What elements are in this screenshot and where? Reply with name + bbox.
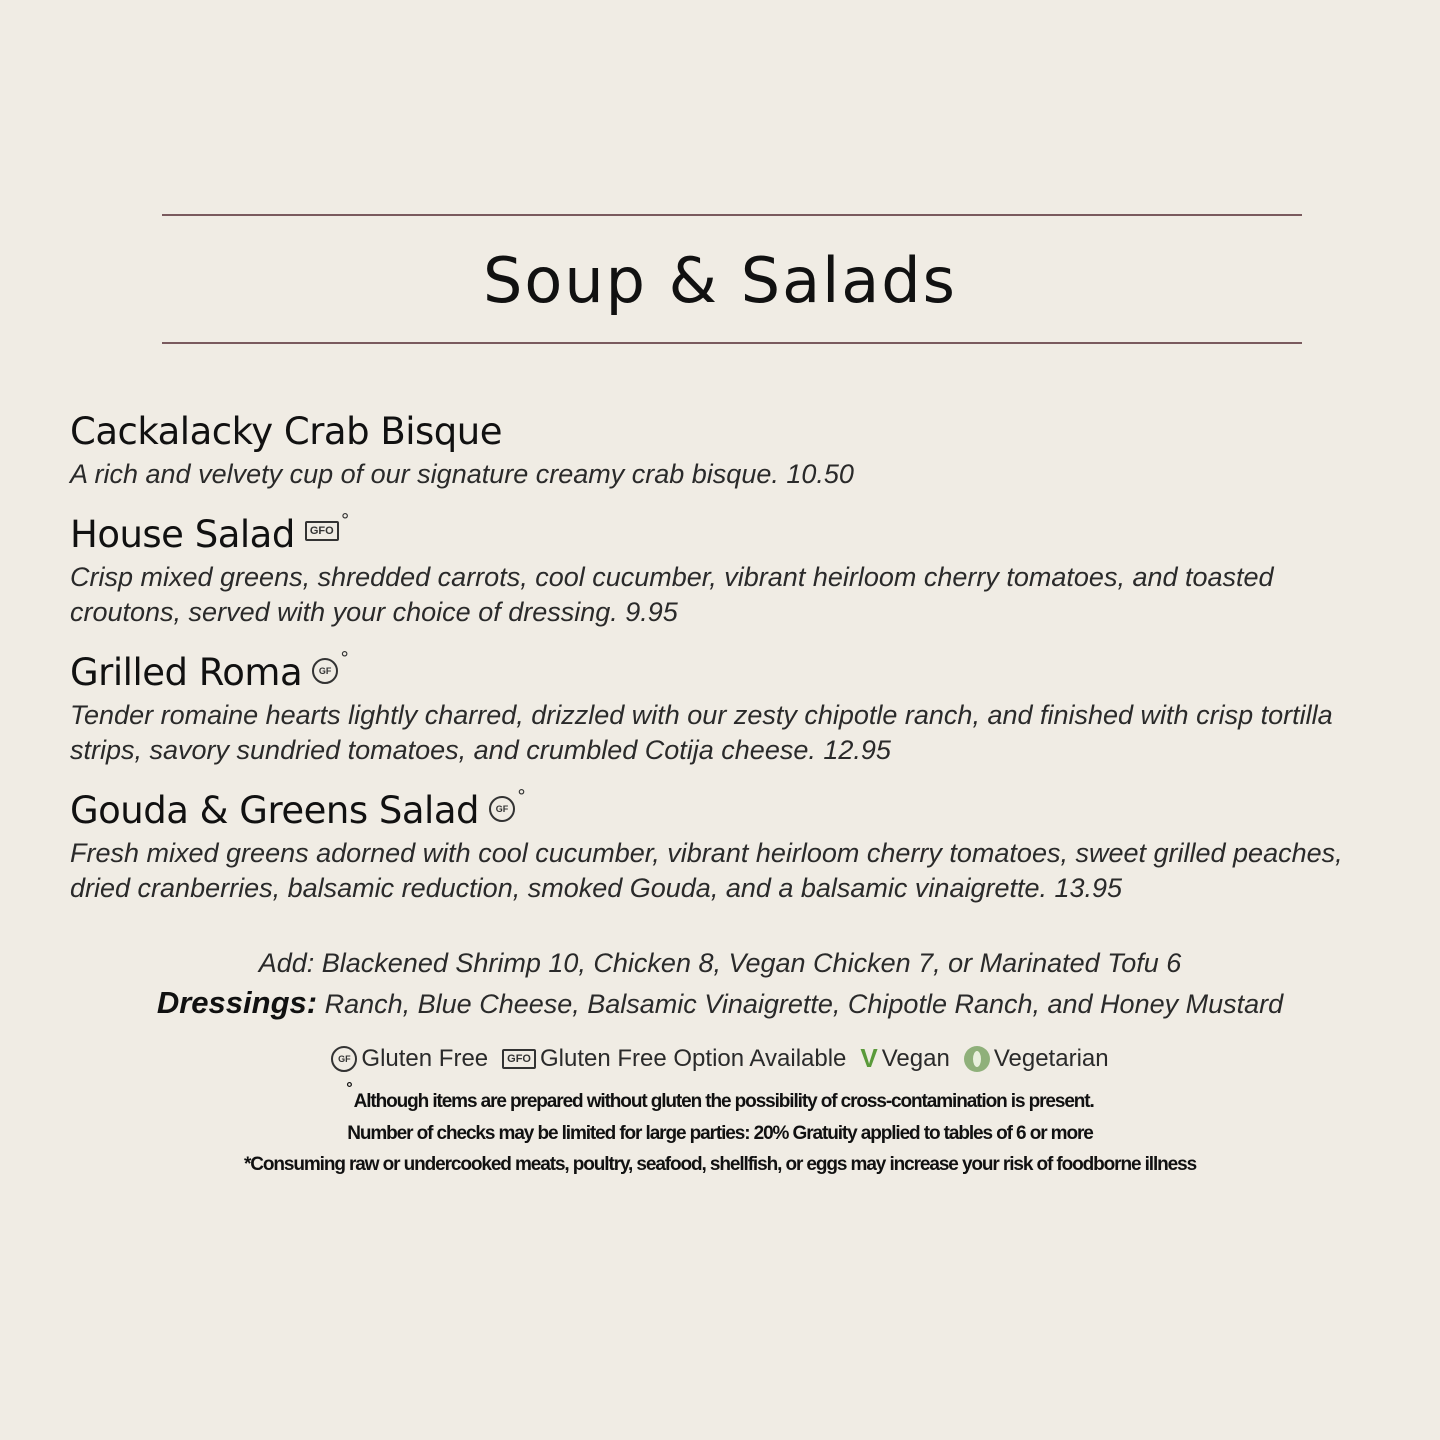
note-text: Although items are prepared without gluten the possibility of cross-contamination is present. (353, 1091, 1094, 1112)
add-line: Add: Blackened Shrimp 10, Chicken 8, Vegan Chicken 7, or Marinated Tofu 6 (258, 948, 1182, 978)
vegan-icon: V (860, 1043, 878, 1073)
gf-icon: GF (331, 1046, 357, 1072)
item-description: Fresh mixed greens adorned with cool cucumber, vibrant heirloom cherry tomatoes, sweet grilled peaches, dried cranberries, balsamic reduction, smoked Gouda, and a balsamic vinaigrette. 13.95 (70, 838, 1343, 903)
legend-label: Gluten Free Option Available (539, 1044, 847, 1072)
menu-item-grilled-roma (70, 649, 1390, 768)
footnotes (0, 1080, 1440, 1180)
menu-item-house-salad (70, 511, 1390, 630)
degree-icon: ° (340, 648, 349, 669)
gf-icon: GF (312, 658, 338, 684)
legend-gluten-free-option (502, 1045, 846, 1073)
item-name (70, 787, 1390, 835)
addons-section (0, 943, 1440, 1024)
item-name-text: House Salad (70, 513, 295, 556)
menu-list (70, 408, 1390, 925)
item-description: Tender romaine hearts lightly charred, drizzled with our zesty chipotle ranch, and finished with crisp tortilla strips, savory sundried tomatoes, and crumbled Cotija cheese. 12.95 (70, 700, 1333, 765)
cross-contamination-note (0, 1080, 1440, 1118)
gfo-icon: GFO (305, 521, 339, 541)
dietary-legend (0, 1043, 1440, 1074)
item-name (70, 649, 1390, 697)
checks-note: Number of checks may be limited for large parties: 20% Gratuity applied to tables of 6 or more (347, 1123, 1093, 1144)
dressings-list: Ranch, Blue Cheese, Balsamic Vinaigrette, Chipotle Ranch, and Honey Mustard (324, 989, 1284, 1019)
menu-item-crab-bisque (70, 408, 1390, 492)
legend-gluten-free (331, 1045, 488, 1073)
item-name-text: Gouda & Greens Salad (70, 789, 479, 832)
legend-vegetarian (964, 1045, 1109, 1073)
legend-label: Vegetarian (993, 1044, 1109, 1072)
degree-icon: ° (516, 786, 526, 807)
item-description: Crisp mixed greens, shredded carrots, cool cucumber, vibrant heirloom cherry tomatoes, and toasted croutons, served with your choice of dressing. 9.95 (70, 562, 1274, 627)
degree-icon: ° (340, 510, 350, 531)
menu-item-gouda-greens (70, 787, 1390, 906)
item-name-text: Cackalacky Crab Bisque (70, 410, 502, 453)
dressings-label: Dressings: (156, 985, 318, 1020)
gf-icon: GF (489, 796, 515, 822)
bottom-divider (162, 342, 1302, 344)
page-title: Soup & Salads (483, 244, 957, 317)
legend-label: Gluten Free (361, 1044, 489, 1072)
vegetarian-leaf-icon (964, 1046, 990, 1072)
legend-vegan (860, 1043, 949, 1074)
dressings-line (0, 983, 1440, 1024)
gfo-icon: GFO (502, 1049, 536, 1069)
item-description: A rich and velvety cup of our signature creamy crab bisque. 10.50 (70, 459, 854, 489)
item-name (70, 511, 1390, 559)
top-divider (162, 214, 1302, 216)
degree-icon: ° (346, 1080, 352, 1097)
legend-label: Vegan (881, 1044, 950, 1072)
item-name (70, 408, 1390, 456)
item-name-text: Grilled Roma (70, 651, 303, 694)
raw-food-warning: *Consuming raw or undercooked meats, poultry, seafood, shellfish, or eggs may increase your risk of foodborne illness (243, 1154, 1197, 1175)
